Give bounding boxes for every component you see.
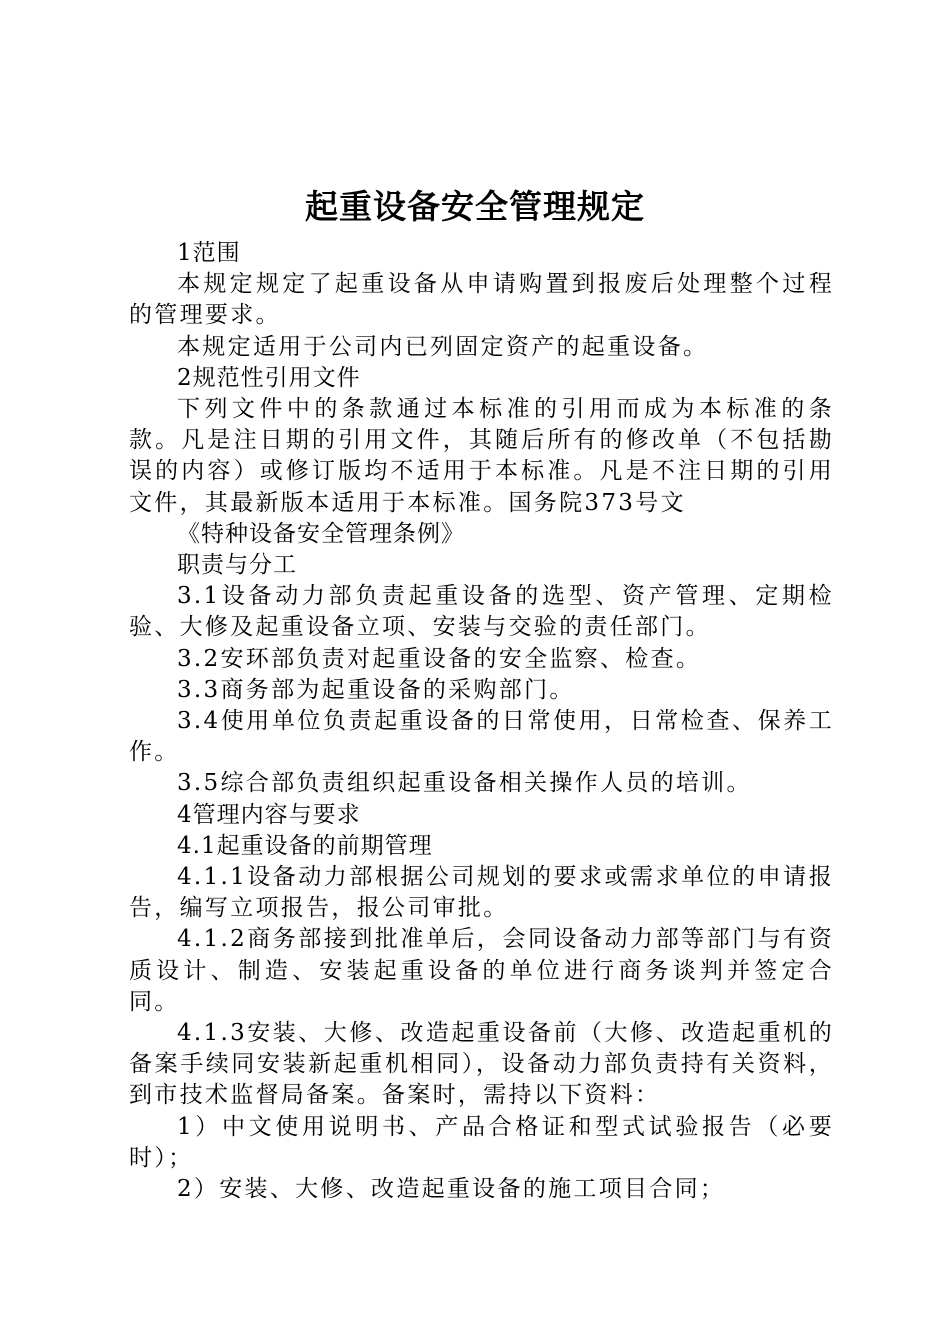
- paragraph: 4.1.1设备动力部根据公司规划的要求或需求单位的申请报告，编写立项报告，报公司审批。: [129, 864, 834, 922]
- paragraph: 本规定规定了起重设备从申请购置到报废后处理整个过程的管理要求。: [129, 271, 834, 329]
- section-heading-management: 4管理内容与要求: [177, 801, 361, 828]
- section-heading-scope: 1范围: [177, 240, 241, 266]
- paragraph: 下列文件中的条款通过本标准的引用而成为本标准的条款。凡是注日期的引用文件，其随后所有的修改单（不包括勘误的内容）或修订版均不适用于本标准。凡是不注日期的引用文件，其最新版本适用于本标准。国务院373号文: [129, 396, 834, 516]
- paragraph: 4.1.2商务部接到批准单后，会同设备动力部等部门与有资质设计、制造、安装起重设备的单位进行商务谈判并签定合同。: [129, 926, 834, 1015]
- paragraph: 3.3商务部为起重设备的采购部门。: [177, 676, 575, 703]
- paragraph: 《特种设备安全管理条例》: [177, 520, 465, 547]
- document-title: 起重设备安全管理规定: [305, 187, 645, 226]
- paragraph: 3.2安环部负责对起重设备的安全监察、检查。: [177, 645, 702, 672]
- list-item: 1）中文使用说明书、产品合格证和型式试验报告（必要时）；: [129, 1113, 834, 1171]
- paragraph: 3.4使用单位负责起重设备的日常使用，日常检查、保养工作。: [129, 708, 834, 766]
- section-heading-duties: 职责与分工: [177, 552, 297, 579]
- list-item: 2）安装、大修、改造起重设备的施工项目合同；: [177, 1176, 726, 1203]
- section-heading-references: 2规范性引用文件: [177, 364, 361, 391]
- paragraph: 3.1设备动力部负责起重设备的选型、资产管理、定期检验、大修及起重设备立项、安装与交验的责任部门。: [129, 583, 834, 641]
- paragraph: 4.1.3安装、大修、改造起重设备前（大修、改造起重机的备案手续同安装新起重机相同），设备动力部负责持有关资料，到市技术监督局备案。备案时，需持以下资料：: [129, 1020, 834, 1109]
- paragraph: 3.5综合部负责组织起重设备相关操作人员的培训。: [177, 770, 752, 797]
- paragraph: 本规定适用于公司内已列固定资产的起重设备。: [177, 333, 709, 360]
- document-body: [129, 238, 834, 1205]
- subsection-heading: 4.1起重设备的前期管理: [177, 832, 433, 859]
